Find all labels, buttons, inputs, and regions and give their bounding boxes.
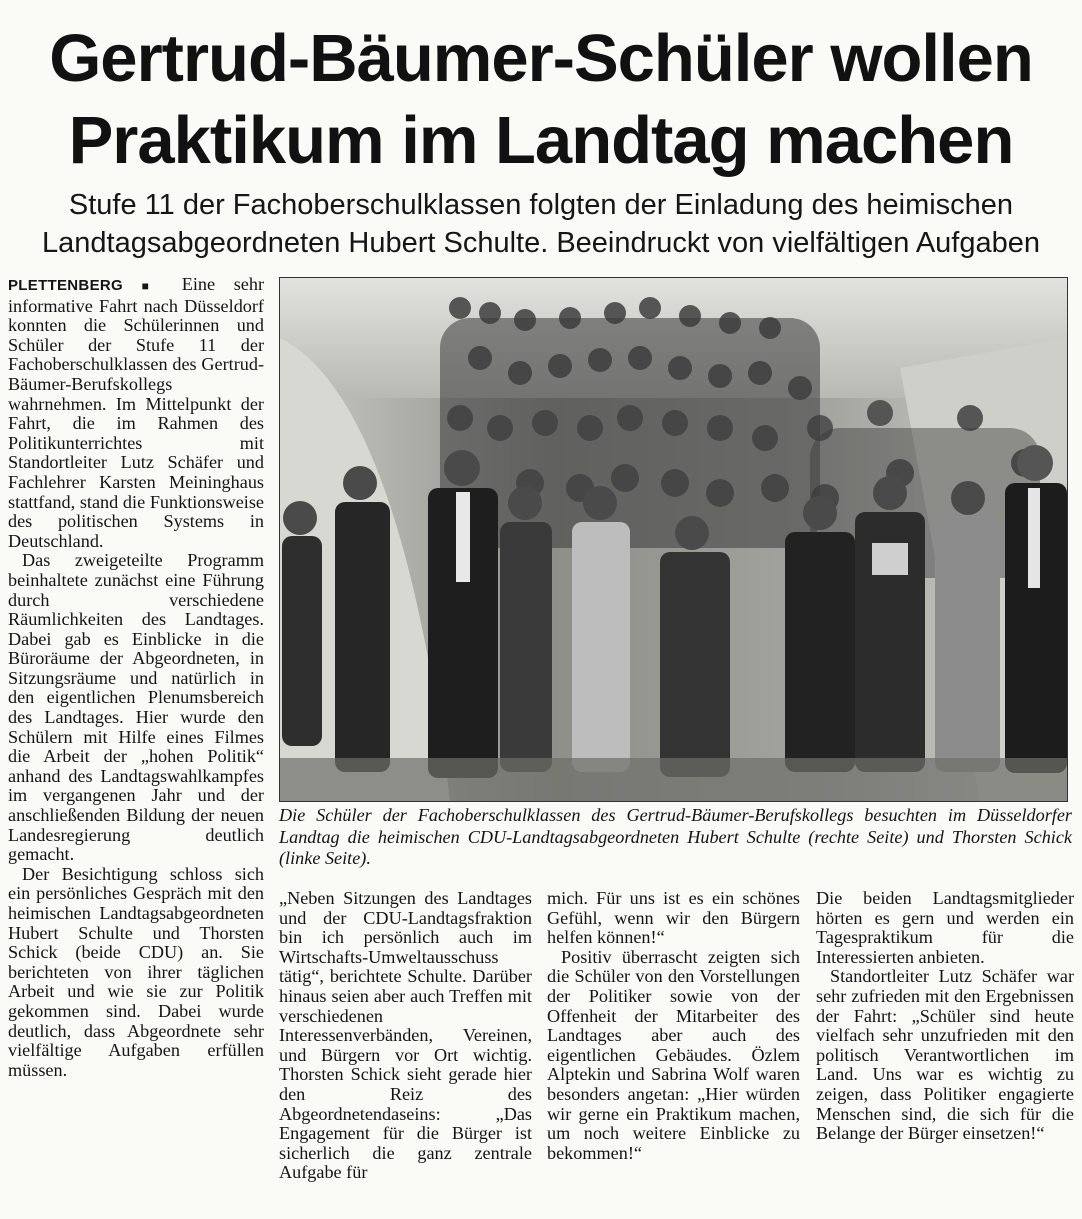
- headline-line-1: Gertrud-Bäumer-Schüler wollen: [49, 21, 1033, 96]
- paragraph: Der Besichtigung schloss sich ein persönliches Gespräch mit den heimischen Landtagsabgeordneten Hubert Schulte und Thorsten Schick (beide CDU) an. Sie berichteten von ihrer täglichen Arbeit und wie sie zur Politik gekommen sind. Dabei wurde deutlich, dass Abgeordnete sehr vielfältige Aufgaben erfüllen müssen.: [8, 863, 264, 1080]
- headline-line-2: Praktikum im Landtag machen: [68, 103, 1014, 178]
- dateline: PLETTENBERG: [8, 277, 123, 294]
- group-photo: [279, 277, 1068, 802]
- article-column-1: [8, 275, 264, 1080]
- paragraph-text: Eine sehr informative Fahrt nach Düsseldorf konnten die Schülerinnen und Schüler der Stufe 11 der Fachoberschulklassen des Gertrud-Bäumer-Berufskollegs wahrnehmen. Im Mittelpunkt der Fahrt, die im Rahmen des Politikunterrichtes mit Standortleiter Lutz Schäfer und Fachlehrer Karsten Meininghaus stattfand, stand die Funktionsweise des politischen Systems in Deutschland.: [8, 274, 265, 551]
- photo-caption: Die Schüler der Fachoberschulklassen des Gertrud-Bäumer-Berufskollegs besuchten im Düsseldorfer Landtag die heimischen CDU-Landtagsabgeordneten Hubert Schulte (rechte Seite) und Thorsten Schick (linke Seite).: [279, 805, 1072, 868]
- subheadline-line-2: Landtagsabgeordneten Hubert Schulte. Beeindruckt von vielfältigen Aufgaben: [42, 227, 1040, 259]
- headline: [0, 18, 1082, 182]
- paragraph: Die beiden Landtagsmitglieder hörten es gern und werden ein Tagespraktikum für die Interessierten anbieten.: [816, 888, 1074, 967]
- subheadline-line-1: Stufe 11 der Fachoberschulklassen folgten der Einladung des heimischen: [68, 189, 1014, 221]
- subheadline: [0, 186, 1082, 262]
- dateline-marker: ■: [141, 279, 164, 293]
- paragraph: Standortleiter Lutz Schäfer war sehr zufrieden mit den Ergebnissen der Fahrt: „Schüler sind heute vielfach sehr unzufrieden mit den politisch Verantwortlichen im Land. Uns war es wichtig zu zeigen, dass Politiker engagierte Menschen sind, die sich für die Belange der Bürger einsetzen!“: [816, 966, 1074, 1144]
- paragraph: Das zweigeteilte Programm beinhaltete zunächst eine Führung durch verschiedene Räumlichkeiten des Landtages. Dabei gab es Einblicke in die Büroräume der Abgeordneten, in Sitzungsräume und natürlich in den eigentlichen Plenumsbereich des Landtages. Hier wurde den Schülern mit Hilfe eines Filmes die Arbeit der „hohen Politik“ anhand des Landtagswahlkampfes im vergangenen Jahr und der anschließenden Bildung der neuen Landesregierung deutlich gemacht.: [8, 550, 264, 865]
- paragraph: „Neben Sitzungen des Landtages und der CDU-Landtagsfraktion bin ich persönlich auch im Wirtschafts-Umweltausschuss tätig“, berichtete Schulte. Darüber hinaus seien aber auch Treffen mit verschiedenen Interessenverbänden, Vereinen, und Bürgern vor Ort wichtig. Thorsten Schick sieht gerade hier den Reiz des Abgeordnetendaseins: „Das Engagement für die Bürger ist sicherlich die ganz zentrale Aufgabe für: [279, 888, 532, 1183]
- paragraph: Positiv überrascht zeigten sich die Schüler von den Vorstellungen der Politiker sowie von der Offenheit der Mitarbeiter des Landtages aber auch des eigentlichen Gebäudes. Özlem Alptekin und Sabrina Wolf waren besonders angetan: „Hier würden wir gerne ein Praktikum machen, um noch weitere Einblicke zu bekommen!“: [547, 946, 800, 1163]
- paragraph: [8, 275, 264, 551]
- paragraph: mich. Für uns ist es ein schönes Gefühl, wenn wir den Bürgern helfen können!“: [547, 888, 800, 948]
- article-column-4: [816, 889, 1074, 1144]
- article-column-3: [547, 889, 800, 1163]
- group-photo-illustration: [280, 278, 1067, 801]
- article-column-2: [279, 889, 532, 1183]
